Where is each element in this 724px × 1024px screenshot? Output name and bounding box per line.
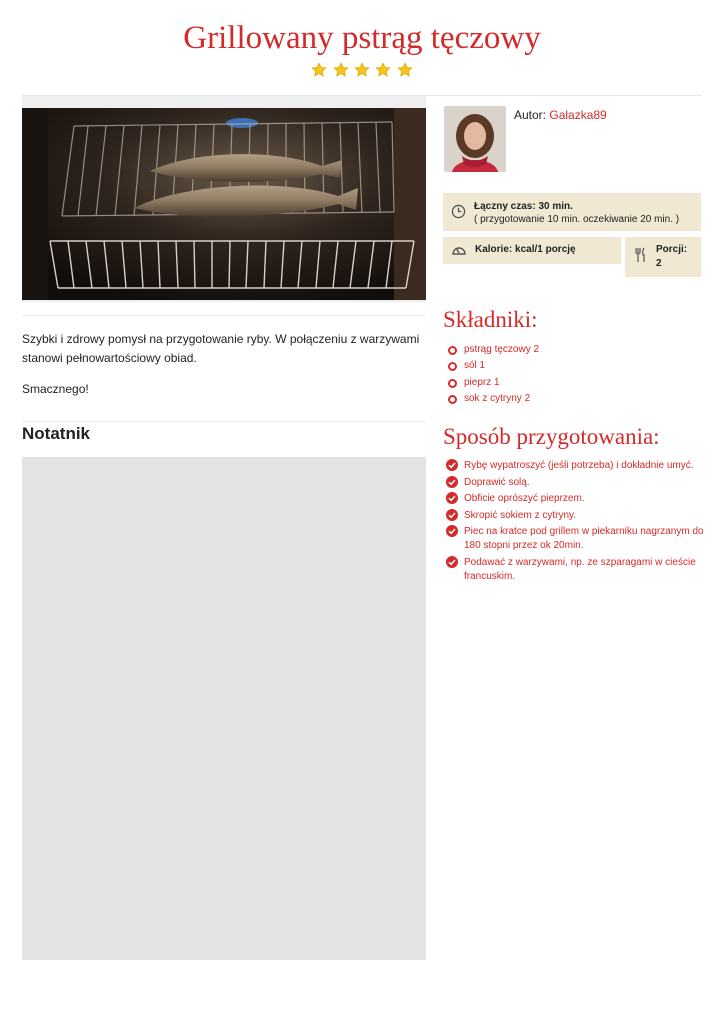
ingredient-item: sól 1: [448, 358, 539, 374]
clock-icon: [451, 204, 466, 219]
servings-info-box: [625, 237, 701, 277]
step-item: Doprawić solą.: [446, 476, 704, 490]
notes-area[interactable]: [22, 457, 426, 960]
check-circle-icon: [446, 525, 458, 537]
servings-value: 2: [656, 258, 662, 269]
steps-title: Sposób przygotowania:: [443, 424, 660, 449]
gauge-icon: [451, 242, 467, 258]
recipe-description: [22, 315, 426, 422]
author-avatar: [444, 106, 506, 172]
ingredients-list: [448, 342, 539, 407]
check-circle-icon: [446, 556, 458, 568]
check-circle-icon: [446, 492, 458, 504]
step-item: Obficie oprószyć pieprzem.: [446, 492, 704, 506]
check-circle-icon: [446, 509, 458, 521]
step-item: Rybę wypatroszyć (jeśli potrzeba) i dokładnie umyć.: [446, 459, 704, 473]
bullet-circle-icon: [448, 346, 457, 355]
check-circle-icon: [446, 459, 458, 471]
time-detail: ( przygotowanie 10 min. oczekiwanie 20 min. ): [474, 214, 680, 225]
author-name-link[interactable]: Galazka89: [549, 108, 607, 122]
step-item: Skropić sokiem z cytryny.: [446, 509, 704, 523]
bullet-circle-icon: [448, 362, 457, 371]
bullet-circle-icon: [448, 395, 457, 404]
recipe-photo: [22, 96, 426, 302]
check-circle-icon: [446, 476, 458, 488]
description-text: Szybki i zdrowy pomysł na przygotowanie ryby. W połączeniu z warzywami stanowi pełnowartościowy obiad.: [22, 332, 420, 365]
ingredient-item: sok z cytryny 2: [448, 391, 539, 407]
bullet-circle-icon: [448, 379, 457, 388]
calories-info-box: [443, 237, 621, 264]
total-time: Łączny czas: 30 min.: [474, 201, 573, 212]
star-icon: [354, 62, 370, 78]
steps-list: [446, 459, 704, 586]
author-line: [514, 108, 607, 122]
time-info-box: [443, 193, 701, 231]
closing-text: Smacznego!: [22, 382, 89, 396]
ingredients-title: Składniki:: [443, 307, 538, 332]
step-item: Piec na kratce pod grillem w piekarniku nagrzanym do 180 stopni przez ok 20min.: [446, 525, 704, 553]
calories-text: Kalorie: kcal/1 porcję: [475, 244, 576, 255]
recipe-title: Grillowany pstrąg tęczowy: [183, 20, 541, 56]
rating-stars: [0, 62, 724, 83]
author-label: Autor:: [514, 108, 547, 122]
cutlery-icon: [634, 247, 646, 263]
star-icon: [311, 62, 327, 78]
star-icon: [397, 62, 413, 78]
notes-title: Notatnik: [22, 424, 90, 443]
servings-label: Porcji:: [656, 244, 688, 255]
star-icon: [333, 62, 349, 78]
star-icon: [375, 62, 391, 78]
step-item: Podawać z warzywami, np. ze szparagami w cieście francuskim.: [446, 556, 704, 584]
ingredient-item: pstrąg tęczowy 2: [448, 342, 539, 358]
ingredient-item: pieprz 1: [448, 375, 539, 391]
